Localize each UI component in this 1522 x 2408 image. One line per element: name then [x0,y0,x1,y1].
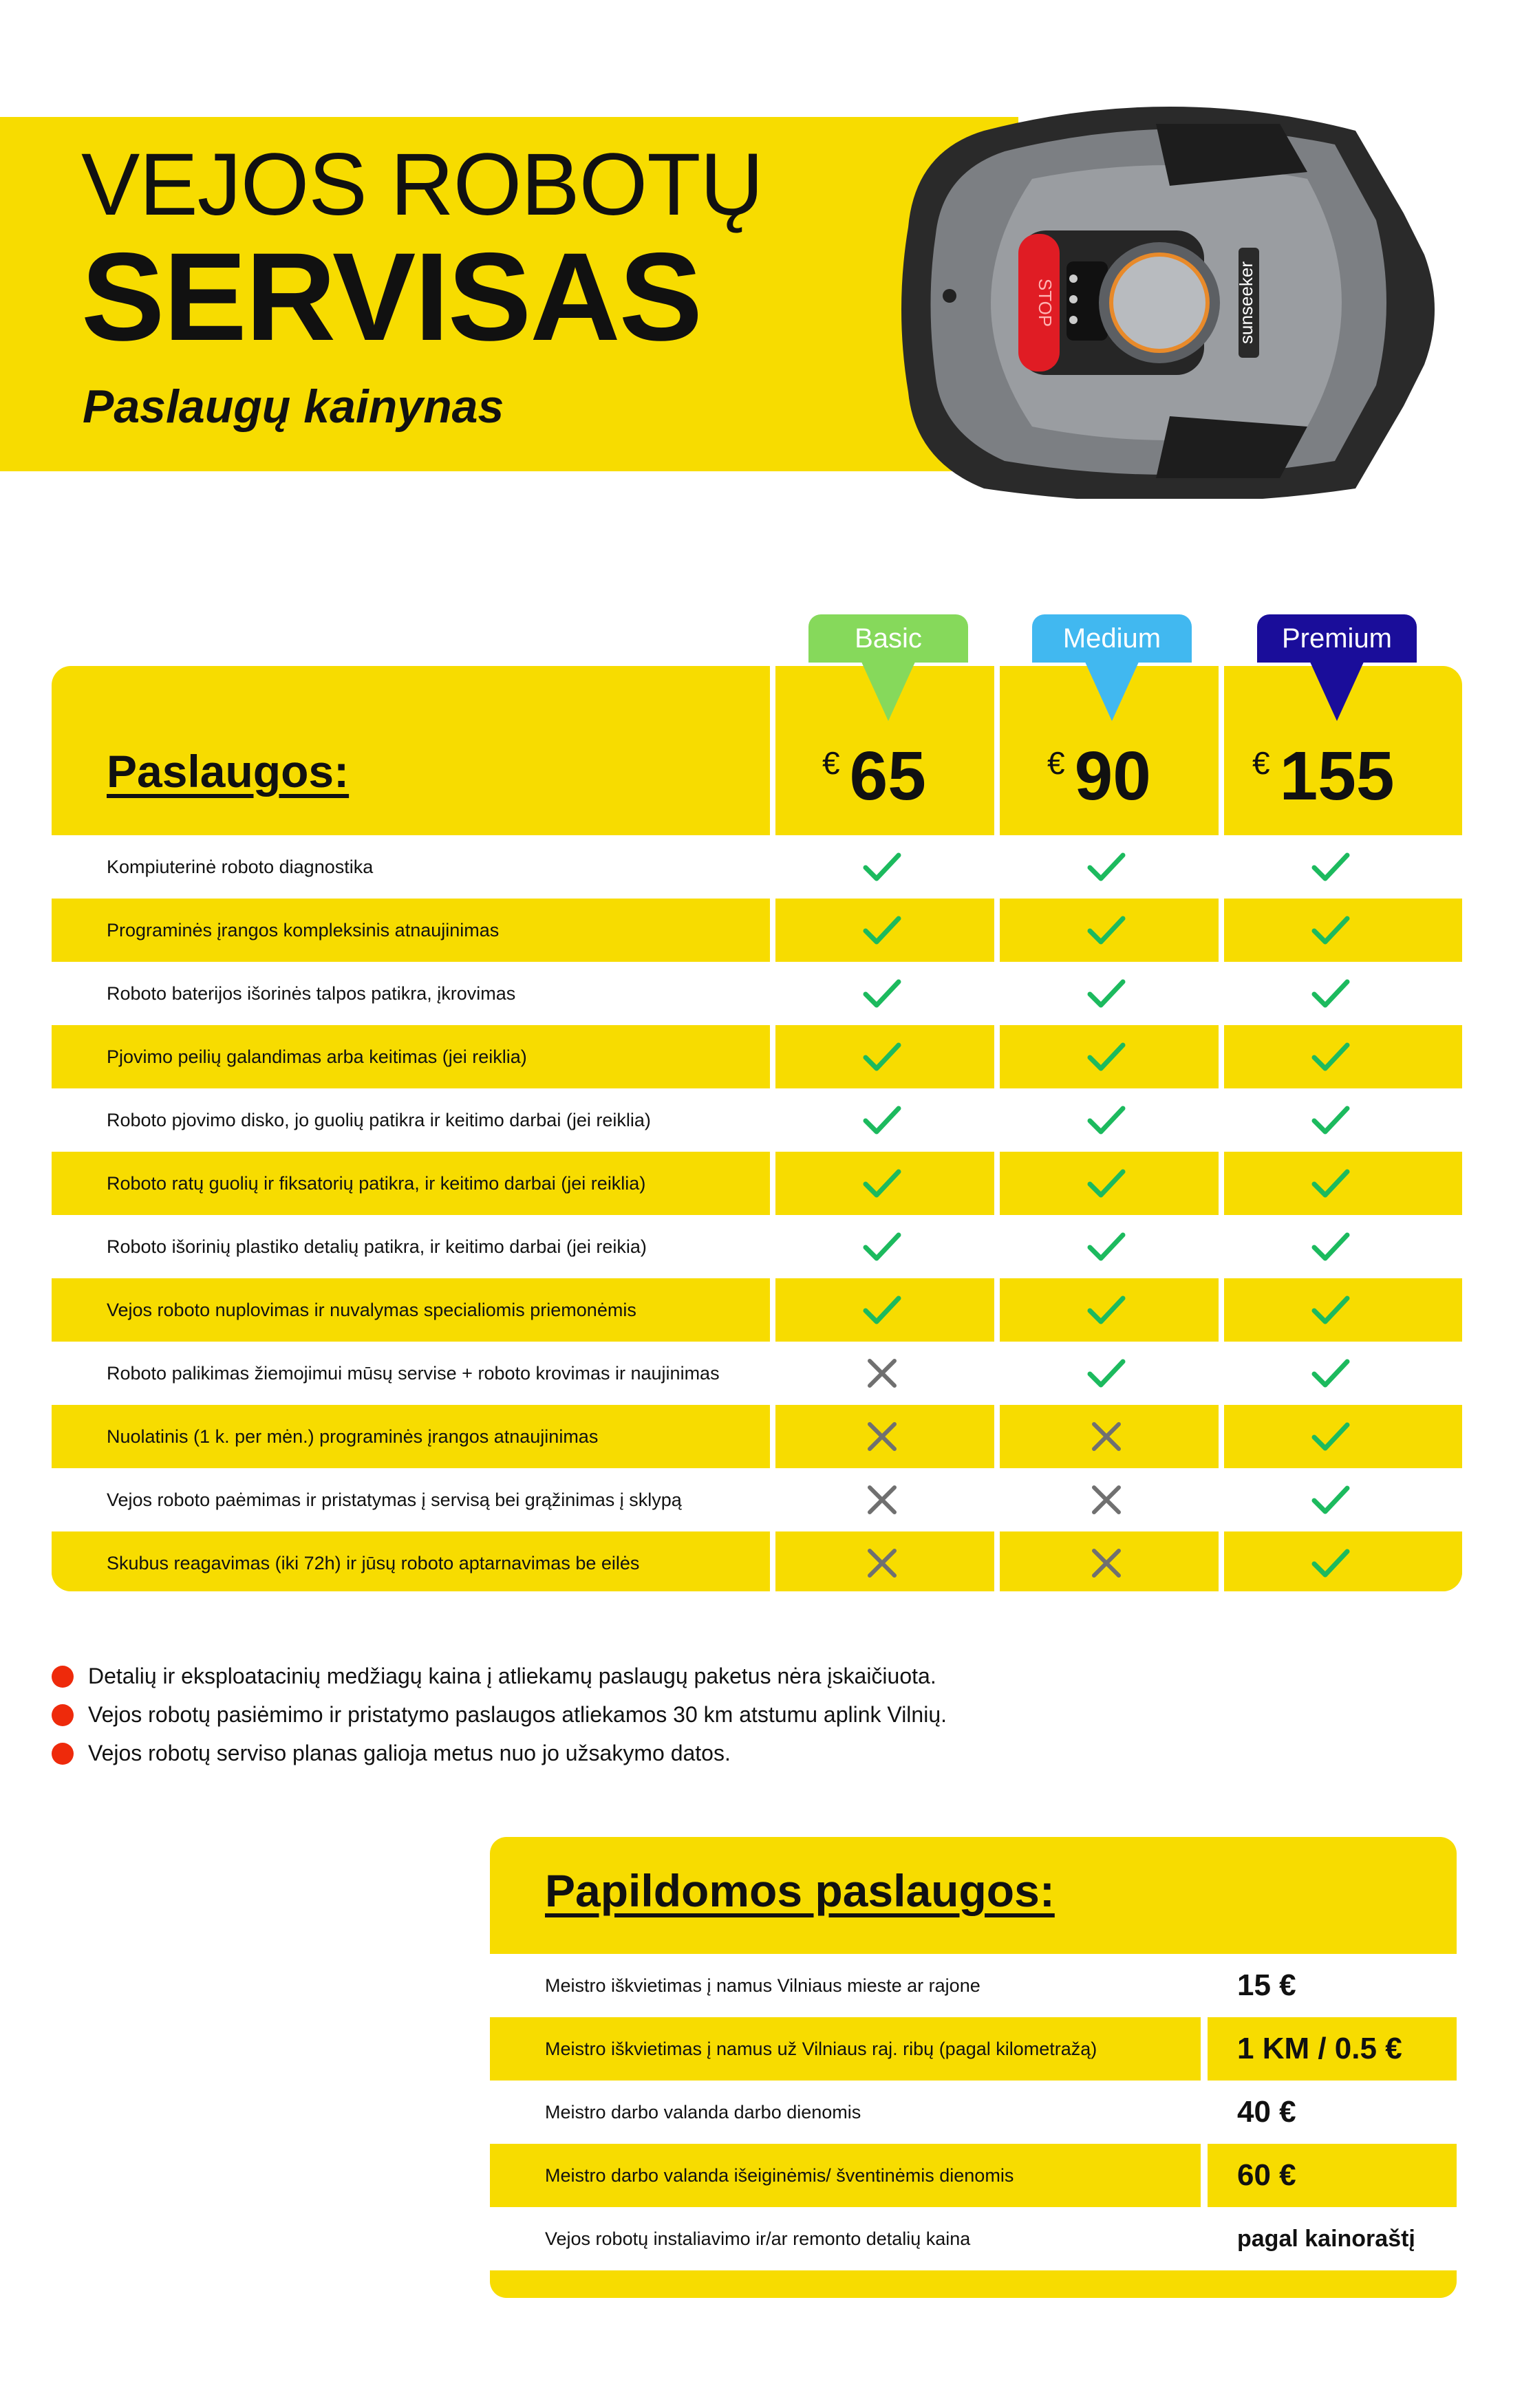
service-label: Roboto palikimas žiemojimui mūsų servise + roboto krovimas ir naujinimas [107,1363,720,1384]
notes-list [52,1657,947,1772]
plan-name: Premium [1281,623,1393,654]
bullet-icon [52,1666,74,1688]
check-icon [1311,1166,1350,1201]
cross-icon [1087,1483,1126,1517]
row-label: Vejos robotų instaliavimo ir/ar remonto detalių kaina [545,2228,971,2249]
service-label: Roboto baterijos išorinės talpos patikra, įkrovimas [107,983,516,1004]
row-label: Meistro iškvietimas į namus už Vilniaus raj. ribų (pagal kilometražą) [545,2039,1097,2059]
tab-arrow-basic [861,660,916,721]
service-label: Vejos roboto nuplovimas ir nuvalymas specialiomis priemonėmis [107,1300,636,1320]
title-line-2: SERVISAS [81,226,702,367]
row-price: 60 € [1237,2158,1296,2192]
table-row [490,2207,1457,2270]
check-icon [1311,1356,1350,1390]
bullet-icon [52,1743,74,1765]
check-icon [863,1040,901,1074]
table-row [490,2144,1457,2207]
check-icon [1087,1103,1126,1137]
table-row [52,835,1462,899]
table-row [52,1152,1462,1215]
check-icon [863,1293,901,1327]
robot-mower-image [894,103,1445,499]
check-icon [1311,1293,1350,1327]
table-row [52,1215,1462,1278]
check-icon [863,1229,901,1264]
table-row [52,1342,1462,1405]
table-row [52,1278,1462,1342]
check-icon [1087,850,1126,884]
column-divider [1219,666,1224,1591]
price-basic: € 65 [822,738,926,815]
check-icon [1087,976,1126,1011]
additional-services-table [490,1837,1457,2298]
service-label: Roboto išorinių plastiko detalių patikra, ir keitimo darbai (jei reikia) [107,1236,647,1257]
row-label: Meistro darbo valanda išeiginėmis/ šventinėmis dienomis [545,2165,1014,2186]
table-row [52,1468,1462,1531]
table-row [52,899,1462,962]
column-divider [994,666,1000,1591]
table-row [52,1025,1462,1088]
check-icon [1087,1229,1126,1264]
table-row [52,1531,1462,1591]
title-line-1: VEJOS ROBOTŲ [81,136,763,234]
check-icon [1311,1040,1350,1074]
price-medium: € 90 [1047,738,1151,815]
service-label: Pjovimo peilių galandimas arba keitimas (jei reiklia) [107,1046,527,1067]
table-row [490,1954,1457,2017]
cross-icon [863,1419,901,1454]
row-price: 40 € [1237,2095,1296,2129]
check-icon [1311,1103,1350,1137]
row-label: Meistro darbo valanda darbo dienomis [545,2102,861,2122]
services-heading: Paslaugos: [107,746,350,797]
cross-icon [863,1356,901,1390]
check-icon [863,1103,901,1137]
check-icon [863,976,901,1011]
service-label: Roboto ratų guolių ir fiksatorių patikra, ir keitimo darbai (jei reiklia) [107,1173,646,1194]
row-price: 15 € [1237,1968,1296,2002]
cross-icon [863,1546,901,1580]
cross-icon [1087,1419,1126,1454]
cross-icon [863,1483,901,1517]
robot-brand: sunseeker [1236,261,1256,344]
table-row [490,2081,1457,2144]
plan-name: Basic [855,623,922,654]
service-label: Roboto pjovimo disko, jo guolių patikra ir keitimo darbai (jei reiklia) [107,1110,651,1130]
check-icon [1311,1229,1350,1264]
check-icon [1087,1166,1126,1201]
tab-basic [808,614,968,663]
cross-icon [1087,1546,1126,1580]
tab-arrow-medium [1084,660,1139,721]
check-icon [863,913,901,947]
table-header [52,666,1462,835]
tab-premium [1257,614,1417,663]
check-icon [1087,913,1126,947]
subtitle: Paslaugų kainynas [83,380,504,433]
check-icon [1311,913,1350,947]
check-icon [863,850,901,884]
table-row [52,962,1462,1025]
check-icon [1311,1419,1350,1454]
check-icon [1311,850,1350,884]
row-price: 1 KM / 0.5 € [1237,2032,1402,2065]
service-label: Kompiuterinė roboto diagnostika [107,857,374,877]
additional-heading: Papildomos paslaugos: [545,1865,1055,1916]
row-price: pagal kainoraštį [1237,2226,1415,2252]
service-label: Skubus reagavimas (iki 72h) ir jūsų roboto aptarnavimas be eilės [107,1553,640,1573]
tab-medium [1032,614,1192,663]
note-item: Detalių ir eksploatacinių medžiagų kaina į atliekamų paslaugų paketus nėra įskaičiuota. [52,1657,947,1695]
check-icon [1087,1293,1126,1327]
plan-name: Medium [1062,623,1161,654]
service-label: Programinės įrangos kompleksinis atnaujinimas [107,920,500,940]
check-icon [863,1166,901,1201]
service-label: Vejos roboto paėmimas ir pristatymas į servisą bei grąžinimas į sklypą [107,1490,682,1510]
column-divider [770,666,775,1591]
check-icon [1311,1483,1350,1517]
price-premium: € 155 [1252,738,1395,815]
note-item: Vejos robotų pasiėmimo ir pristatymo paslaugos atliekamos 30 km atstumu aplink Vilnių. [52,1695,947,1734]
tab-arrow-premium [1309,660,1364,721]
table-row [52,1405,1462,1468]
table-row [52,1088,1462,1152]
services-table [52,666,1462,1591]
bullet-icon [52,1704,74,1726]
check-icon [1087,1356,1126,1390]
table-row [490,2017,1457,2081]
row-label: Meistro iškvietimas į namus Vilniaus mieste ar rajone [545,1975,980,1996]
service-label: Nuolatinis (1 k. per mėn.) programinės įrangos atnaujinimas [107,1426,599,1447]
check-icon [1311,976,1350,1011]
robot-stop-label: STOP [1035,278,1055,327]
note-item: Vejos robotų serviso planas galioja metus nuo jo užsakymo datos. [52,1734,947,1772]
check-icon [1311,1546,1350,1580]
check-icon [1087,1040,1126,1074]
